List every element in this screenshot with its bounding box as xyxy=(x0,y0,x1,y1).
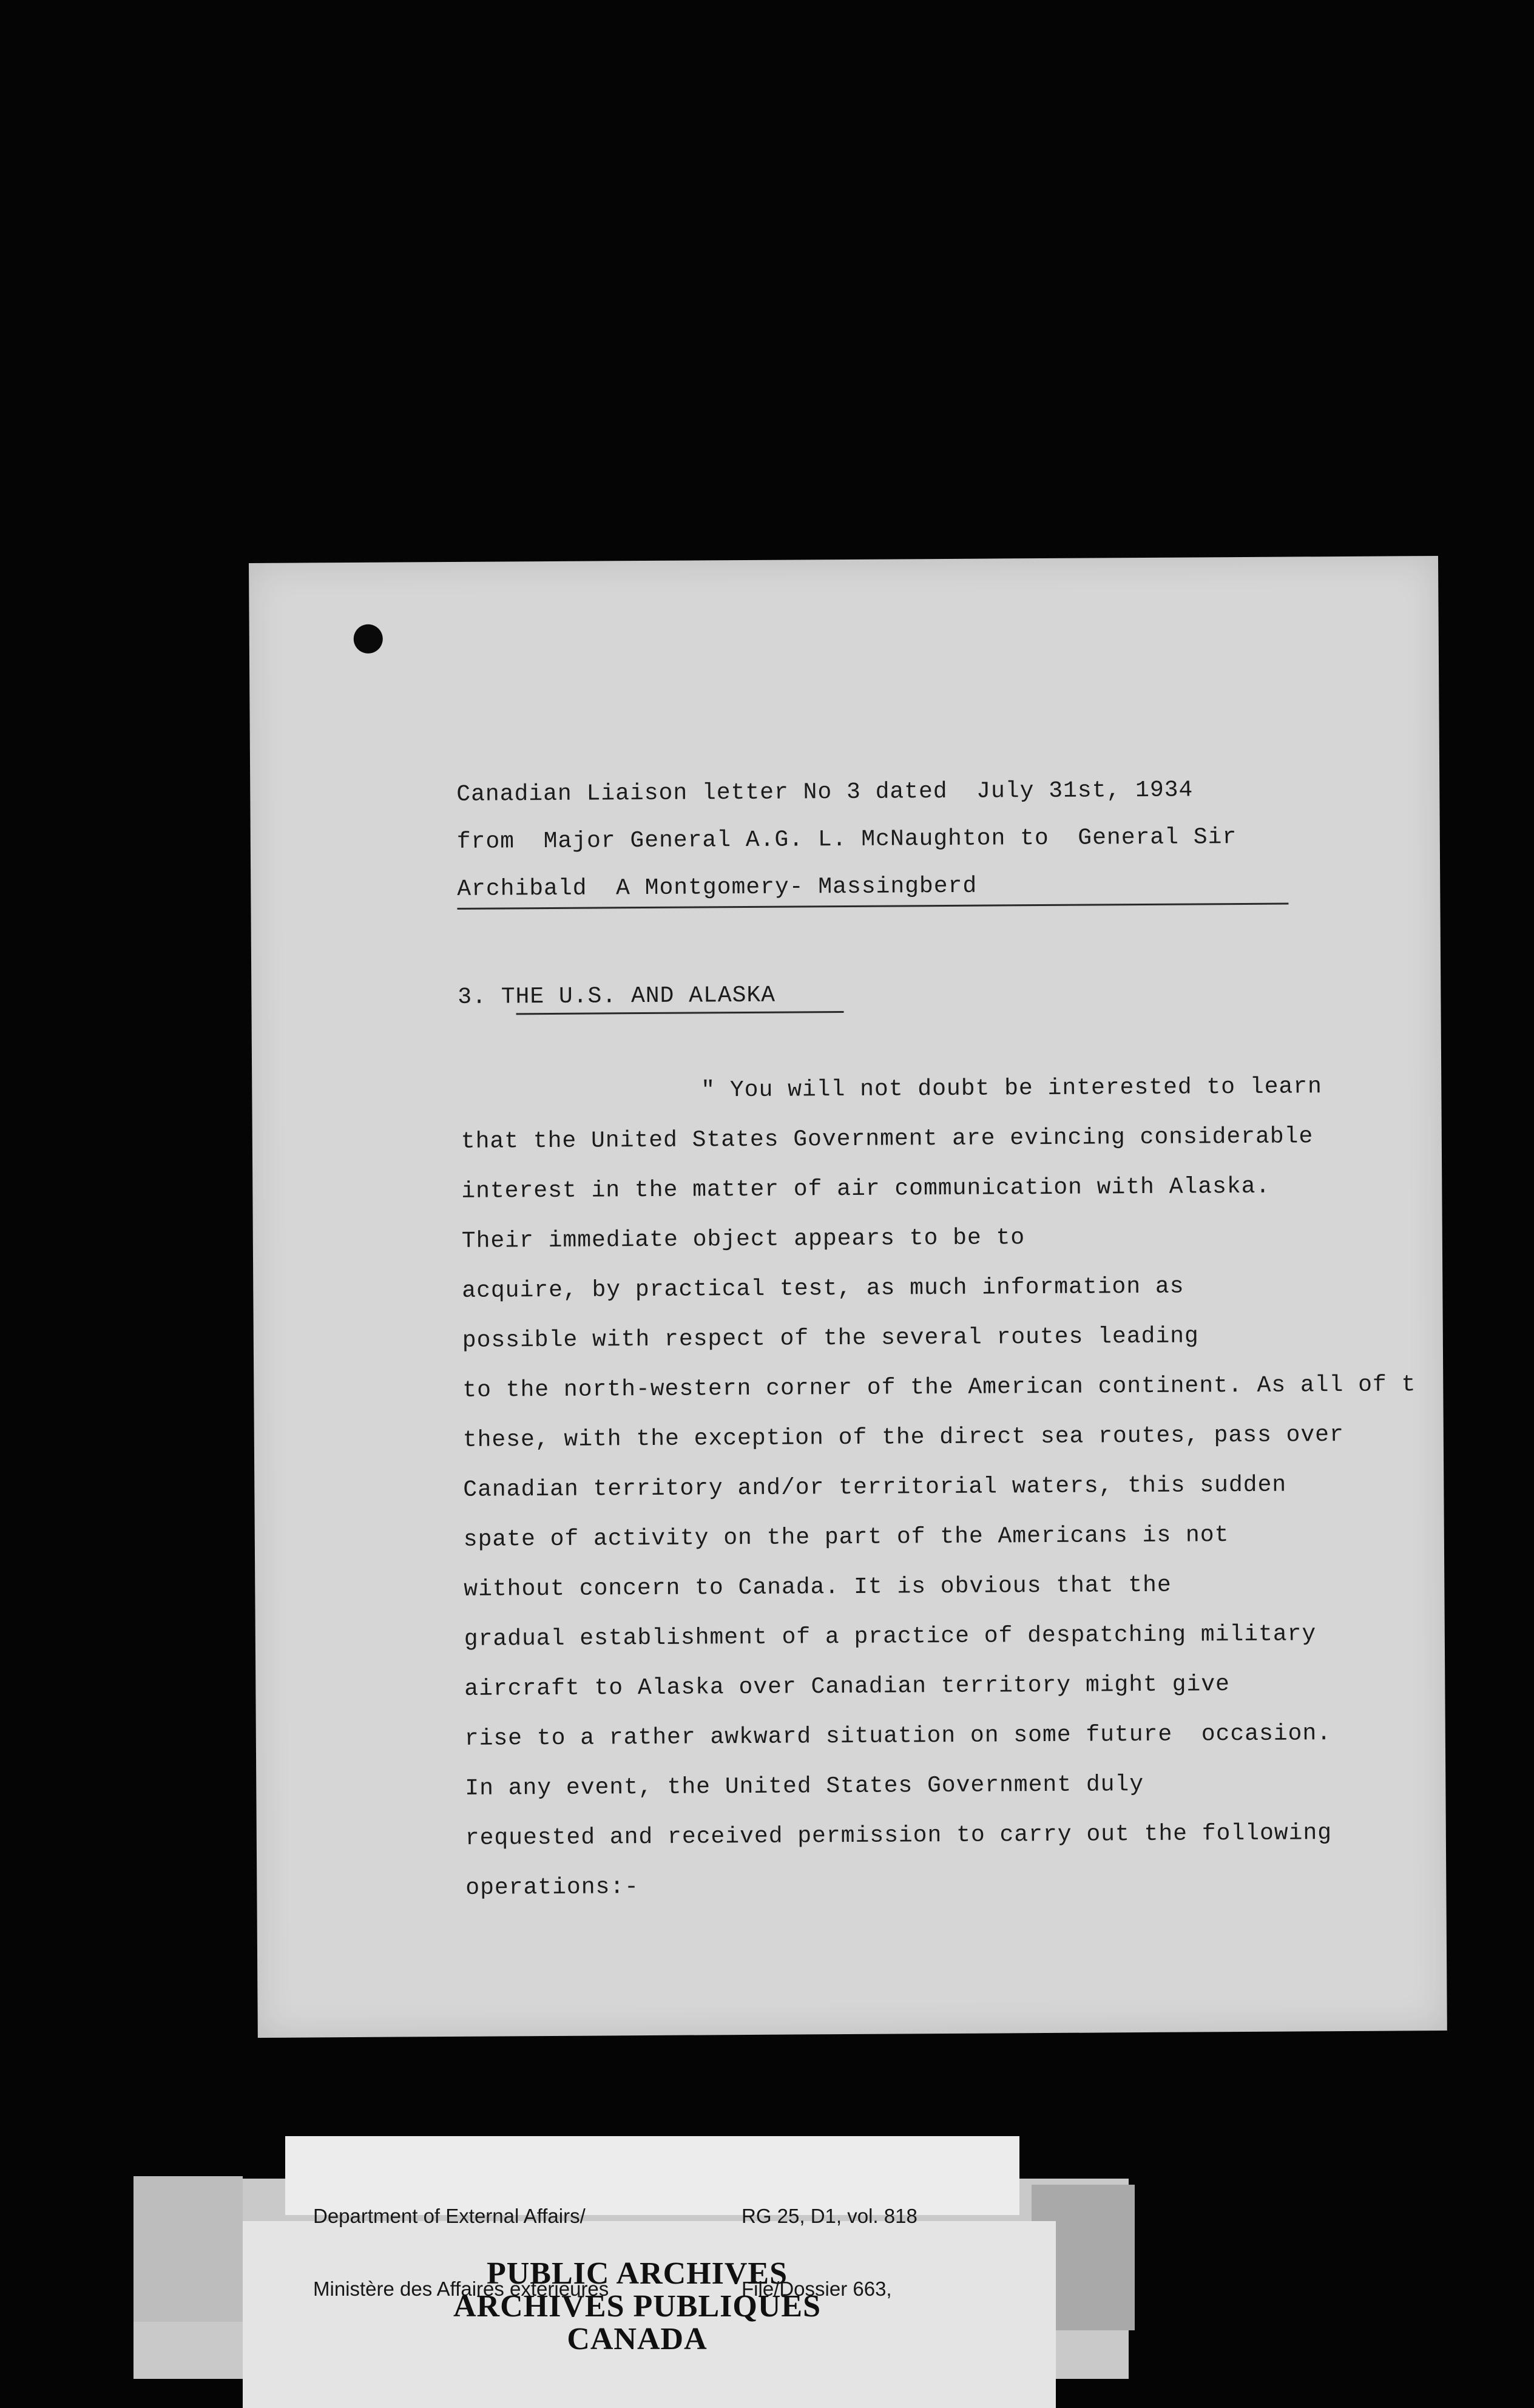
body-line: requested and received permission to carry out the following xyxy=(465,1820,1333,1852)
record-group-reference: RG 25, D1, vol. 818 xyxy=(742,2205,917,2227)
body-line: " You will not doubt be interested to learn xyxy=(701,1074,1322,1104)
body-line: these, with the exception of the direct sea routes, pass over xyxy=(462,1422,1344,1453)
body-line: spate of activity on the part of the Americans is not xyxy=(463,1522,1229,1553)
archive-band-tab-left xyxy=(133,2176,243,2322)
header-line-3: Archibald A Montgomery- Massingberd xyxy=(457,873,978,902)
body-line: Canadian territory and/or territorial waters, this sudden xyxy=(463,1472,1287,1503)
stamp-line-3: CANADA xyxy=(567,2322,708,2356)
header-line-1: Canadian Liaison letter No 3 dated July 31st, 1934 xyxy=(456,777,1194,808)
body-line: aircraft to Alaska over Canadian territory might give xyxy=(464,1671,1231,1702)
body-line: that the United States Government are evincing considerable xyxy=(461,1123,1314,1155)
body-line: operations:- xyxy=(465,1874,640,1901)
section-underline xyxy=(516,1011,844,1015)
body-line: Their immediate object appears to be to xyxy=(461,1225,1025,1254)
department-french: Ministère des Affaires extérieures xyxy=(313,2278,609,2300)
body-line: gradual establishment of a practice of despatching military xyxy=(464,1621,1317,1652)
body-line: interest in the matter of air communication with Alaska. xyxy=(461,1173,1271,1205)
department-english: Department of External Affairs/ xyxy=(313,2205,586,2227)
body-line: rise to a rather awkward situation on some future occasion. xyxy=(464,1720,1332,1752)
body-line: In any event, the United States Government duly xyxy=(465,1771,1144,1802)
file-reference: File/Dossier 663, xyxy=(742,2278,892,2300)
document-page xyxy=(249,556,1447,2038)
header-underline xyxy=(457,903,1288,910)
body-line: without concern to Canada. It is obvious that the xyxy=(464,1572,1172,1603)
punch-hole xyxy=(354,624,383,654)
body-line: to the north-western corner of the American continent. As all of t xyxy=(462,1371,1416,1404)
section-heading: 3. THE U.S. AND ALASKA xyxy=(458,982,776,1010)
stamp-line-1: PUBLIC ARCHIVES xyxy=(486,2256,788,2291)
header-line-2: from Major General A.G. L. McNaughton to General Sir xyxy=(456,824,1237,855)
stamp-line-2: ARCHIVES PUBLIQUES xyxy=(453,2289,822,2324)
body-line: acquire, by practical test, as much information as xyxy=(462,1273,1184,1304)
body-line: possible with respect of the several routes leading xyxy=(462,1323,1199,1354)
public-archives-stamp xyxy=(388,2258,886,2356)
